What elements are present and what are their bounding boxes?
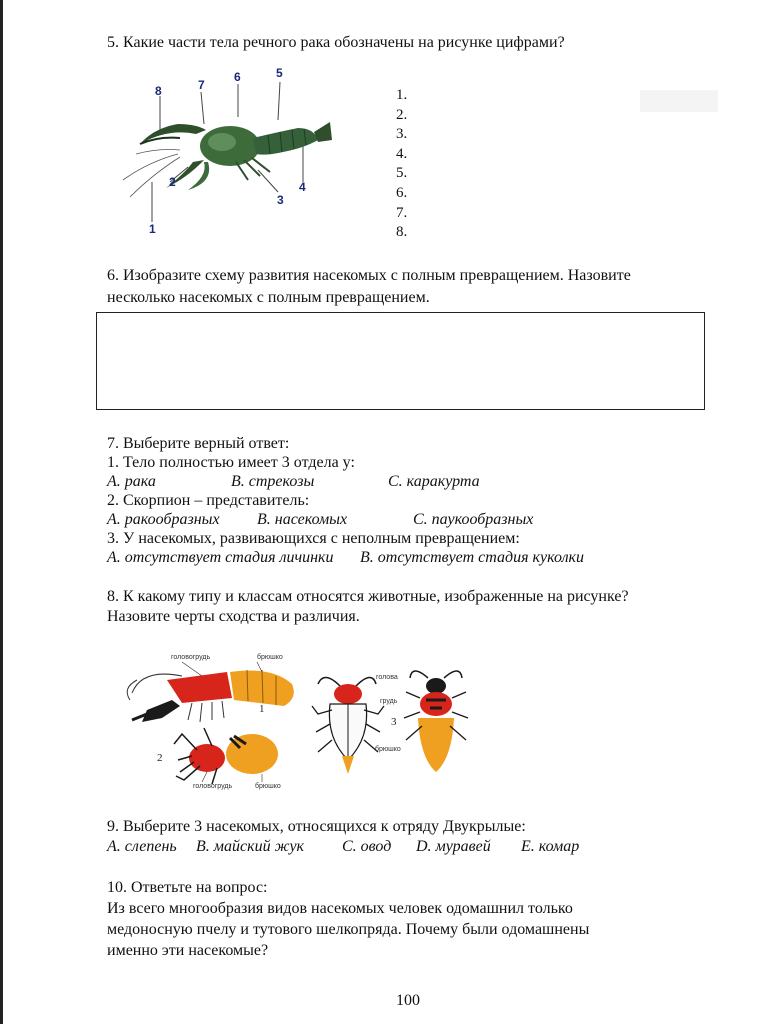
shrimp-drawing: [127, 662, 294, 722]
q10-line1: Из всего многообразия видов насекомых человек одомашнил только: [107, 900, 573, 917]
crayfish-label-1: 1: [149, 222, 156, 236]
figure-number-1: 1: [259, 703, 265, 715]
answer-line: 8.: [396, 224, 408, 241]
answer-line: 7.: [396, 204, 408, 221]
label-thorax: грудь: [380, 698, 398, 705]
q10-title: 10. Ответьте на вопрос:: [107, 879, 268, 896]
crayfish-figure: [118, 62, 348, 237]
beetle-left-drawing: [312, 677, 384, 774]
crayfish-label-7: 7: [198, 78, 205, 92]
crayfish-label-8: 8: [155, 84, 162, 98]
faint-mark: [640, 90, 718, 112]
crayfish-label-6: 6: [234, 70, 241, 84]
q7-item2-option-b: В. насекомых: [257, 511, 348, 528]
q7-item2-option-a: А. ракообразных: [107, 511, 220, 528]
label-cephalothorax-bottom: головогрудь: [193, 783, 233, 790]
q7-item1-option-c: С. каракурта: [388, 473, 480, 490]
label-cephalothorax-top: головогрудь: [171, 654, 211, 661]
label-head: голова: [376, 674, 398, 681]
page-edge: [0, 0, 3, 1024]
answer-box[interactable]: [96, 312, 705, 410]
q10-line3: именно эти насекомые?: [107, 942, 269, 959]
crayfish-label-4: 4: [299, 180, 306, 194]
figure-number-3: 3: [391, 716, 397, 728]
answer-line: 5.: [396, 165, 408, 182]
answer-line: 3.: [396, 126, 408, 143]
animals-figure: [112, 648, 482, 798]
answer-line: 1.: [396, 87, 408, 103]
q8-line1: 8. К какому типу и классам относятся животные, изображенные на рисунке?: [107, 588, 629, 605]
q5-title: 5. Какие части тела речного рака обозначены на рисунке цифрами?: [107, 34, 565, 51]
q9-option-a: А. слепень: [107, 838, 177, 855]
q7-item1-option-b: В. стрекозы: [231, 473, 315, 490]
q7-item1: 1. Тело полностью имеет 3 отдела у:: [107, 454, 355, 471]
beetle-right-drawing: [404, 671, 468, 772]
answer-line: 2.: [396, 106, 408, 123]
figure-number-2: 2: [157, 752, 163, 764]
page-number: 100: [396, 992, 420, 1009]
q7-item2: 2. Скорпион – представитель:: [107, 492, 310, 509]
q9-option-b: В. майский жук: [196, 838, 305, 855]
crayfish-label-3: 3: [277, 193, 284, 207]
q8-line2: Назовите черты сходства и различия.: [107, 608, 360, 625]
q5-answer-list: [396, 86, 407, 243]
q7-item3-option-b: В. отсутствует стадия куколки: [360, 549, 585, 566]
answer-line: 6.: [396, 184, 408, 201]
label-abdomen-bottom: брюшко: [255, 783, 281, 790]
crayfish-label-5: 5: [276, 66, 283, 80]
q7-item2-option-c: С. паукообразных: [413, 511, 534, 528]
q10-line2: медоносную пчелу и тутового шелкопряда. Почему были одомашнены: [107, 921, 590, 938]
q7-item1-option-a: А. рака: [107, 473, 156, 490]
q9-option-e: Е. комар: [521, 838, 580, 855]
q7-item3: 3. У насекомых, развивающихся с неполным превращением:: [107, 530, 520, 547]
label-abdomen-right: брюшко: [375, 746, 401, 753]
crayfish-label-2: 2: [169, 175, 176, 189]
q6-line1: 6. Изобразите схему развития насекомых с полным превращением. Назовите: [107, 267, 631, 284]
spider-drawing: [174, 728, 278, 784]
q7-item3-option-a: А. отсутствует стадия личинки: [107, 549, 334, 566]
q7-title: 7. Выберите верный ответ:: [107, 435, 290, 452]
answer-line: 4.: [396, 145, 408, 162]
label-abdomen-top: брюшко: [257, 654, 283, 661]
q9-option-c: С. овод: [342, 838, 392, 855]
q9-option-d: D. муравей: [416, 838, 491, 855]
q9-title: 9. Выберите 3 насекомых, относящихся к отряду Двукрылые:: [107, 818, 526, 835]
q6-line2: несколько насекомых с полным превращением.: [107, 289, 430, 306]
